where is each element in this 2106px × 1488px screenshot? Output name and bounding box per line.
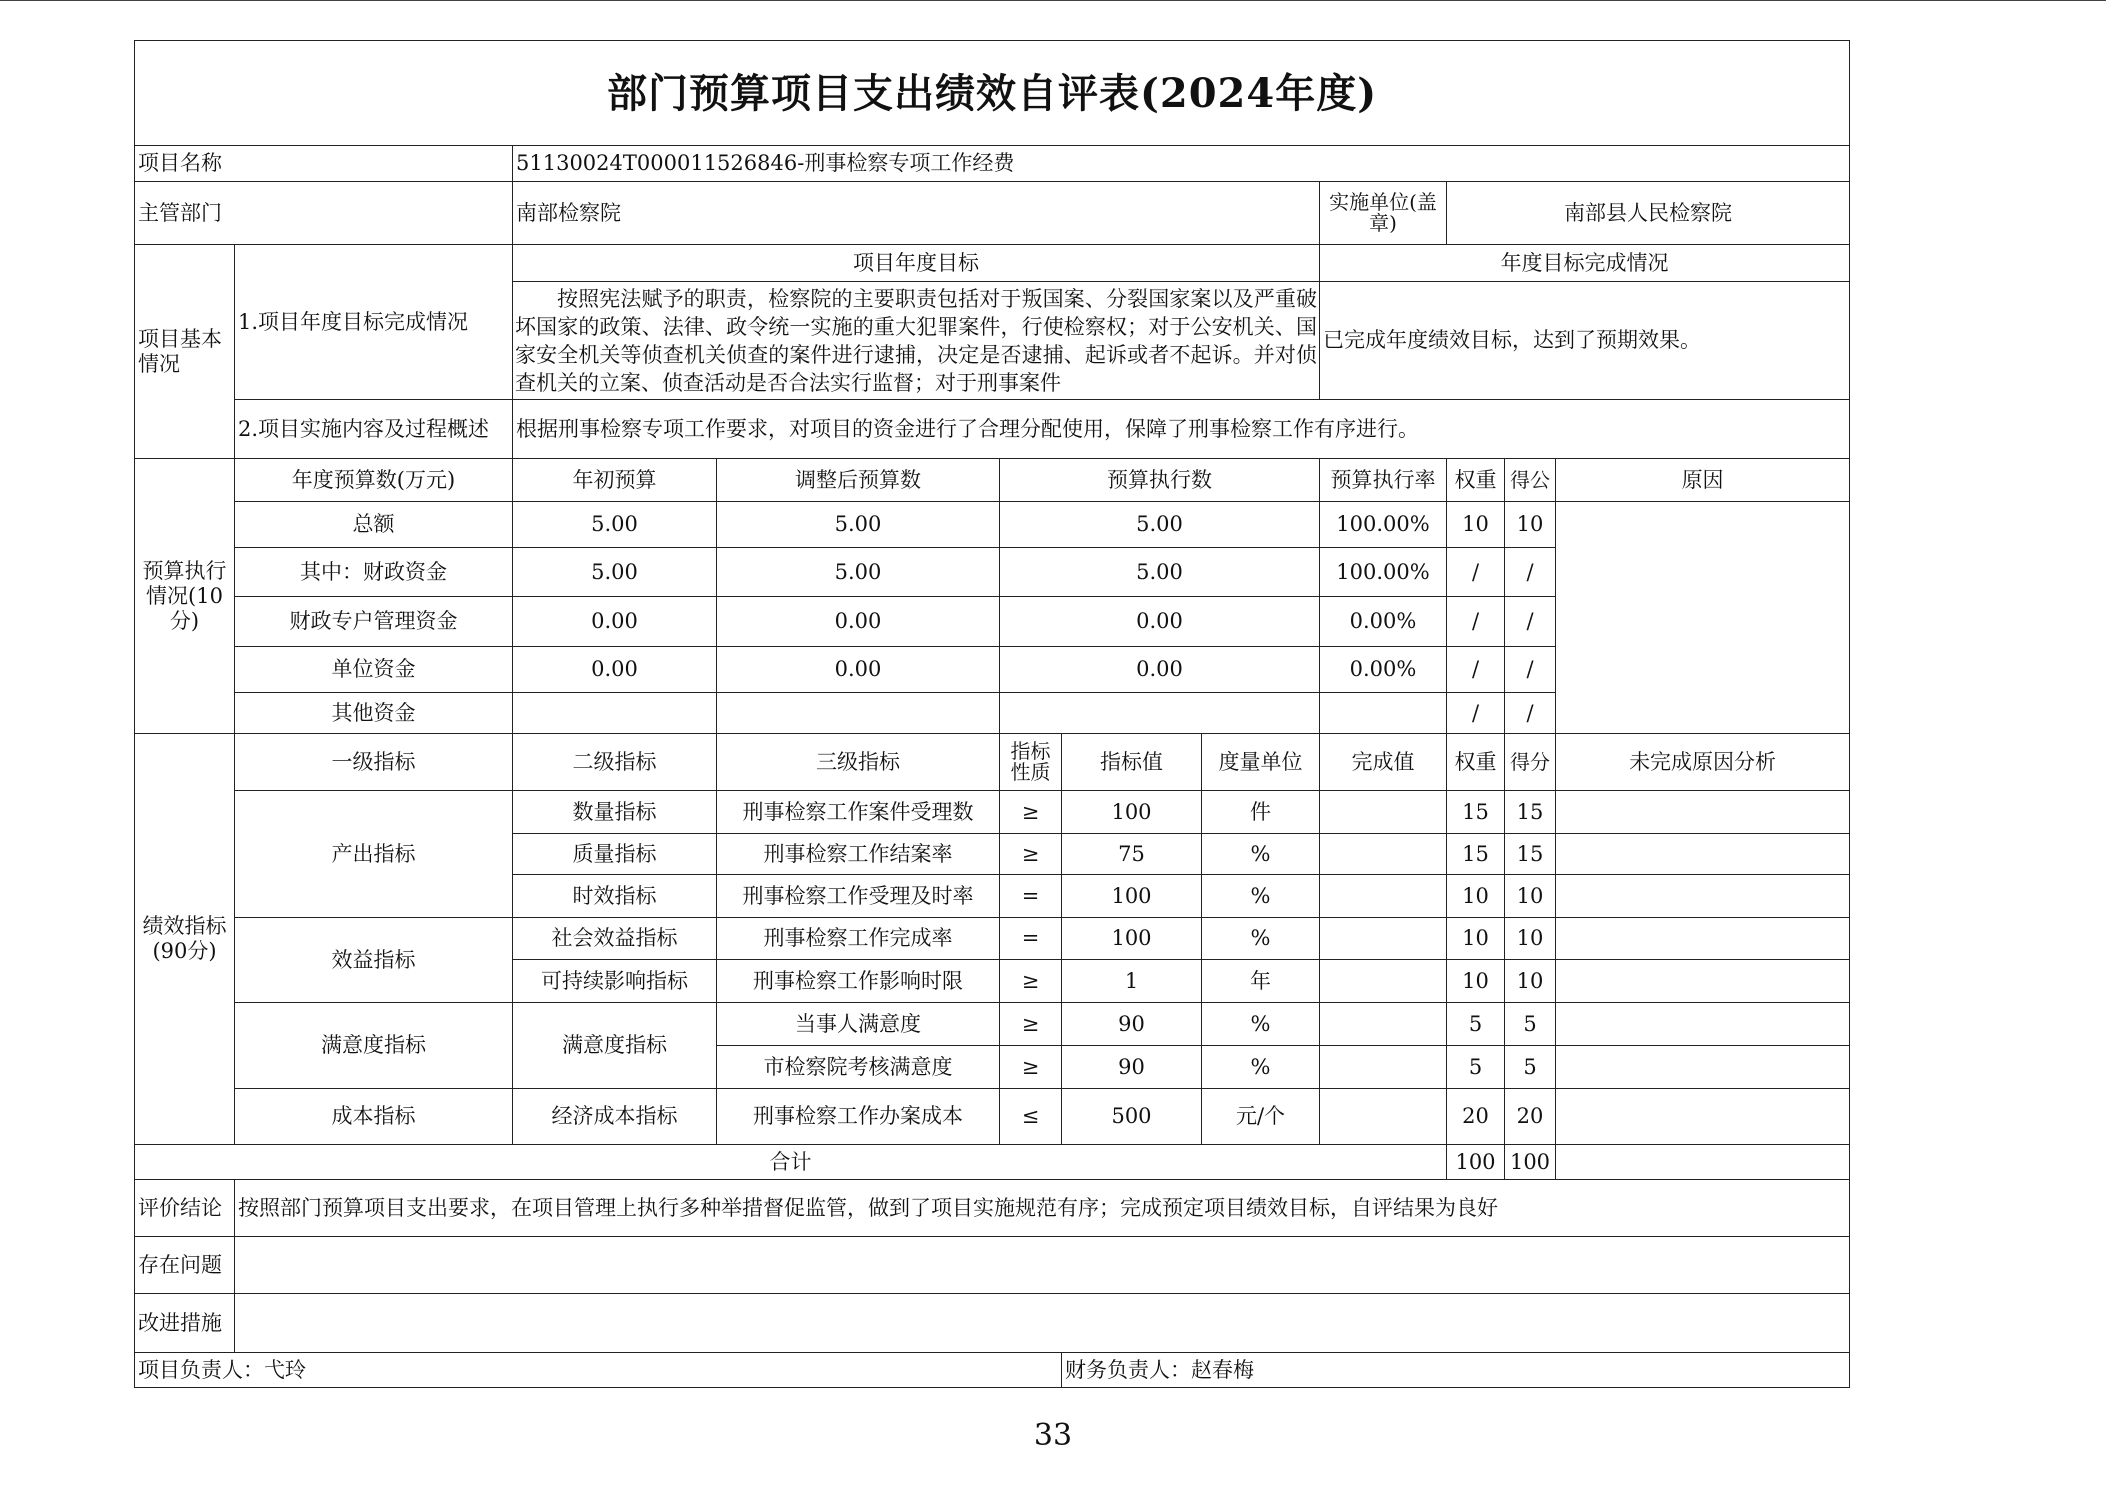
unit: % [1202, 1046, 1320, 1089]
project-name-label: 项目名称 [135, 146, 513, 182]
target-value: 90 [1062, 1046, 1202, 1089]
level1: 产出指标 [235, 791, 513, 918]
budget-reason [1556, 502, 1850, 734]
budget-score: / [1505, 597, 1556, 647]
budget-score: / [1505, 647, 1556, 693]
unit: 年 [1202, 960, 1320, 1003]
level1: 满意度指标 [235, 1003, 513, 1089]
perf-header: 度量单位 [1202, 734, 1320, 791]
project-name: 51130024T000011526846-刑事检察专项工作经费 [513, 146, 1850, 182]
level3: 刑事检察工作完成率 [717, 918, 1000, 960]
reason [1556, 1046, 1850, 1089]
unit: % [1202, 834, 1320, 875]
budget-initial: 5.00 [513, 502, 717, 548]
actual-value [1320, 960, 1447, 1003]
budget-rate: 0.00% [1320, 647, 1447, 693]
budget-rate: 100.00% [1320, 502, 1447, 548]
operator: ≤ [1000, 1089, 1062, 1145]
level2: 社会效益指标 [513, 918, 717, 960]
goal-text: 按照宪法赋予的职责，检察院的主要职责包括对于叛国案、分裂国家案以及严重破坏国家的政策、法律、政令统一实施的重大犯罪案件，行使检察权；对于公安机关、国家安全机关等侦查机关侦查的案件进行逮捕，决定是否逮捕、起诉或者不起诉。并对侦查机关的立案、侦查活动是否合法实行监督；对于刑事案件 [513, 282, 1320, 400]
page-top-border [0, 0, 2106, 1]
target-value: 100 [1062, 791, 1202, 834]
perf-row [135, 791, 1850, 834]
budget-adjusted: 0.00 [717, 647, 1000, 693]
conclusion: 按照部门预算项目支出要求，在项目管理上执行多种举措督促监管，做到了项目实施规范有序；完成预定项目绩效目标，自评结果为良好 [235, 1180, 1850, 1237]
score: 15 [1505, 834, 1556, 875]
budget-initial: 5.00 [513, 548, 717, 597]
level3: 刑事检察工作影响时限 [717, 960, 1000, 1003]
total-score: 100 [1505, 1145, 1556, 1180]
budget-header: 预算执行率 [1320, 459, 1447, 502]
total-row [135, 1145, 1850, 1180]
unit: % [1202, 918, 1320, 960]
score: 15 [1505, 791, 1556, 834]
operator: ≥ [1000, 1046, 1062, 1089]
budget-name: 单位资金 [235, 647, 513, 693]
budget-rate [1320, 693, 1447, 734]
level2: 满意度指标 [513, 1003, 717, 1089]
score: 10 [1505, 875, 1556, 918]
budget-name: 总额 [235, 502, 513, 548]
weight: 20 [1447, 1089, 1505, 1145]
budget-weight: / [1447, 647, 1505, 693]
total-reason [1556, 1145, 1850, 1180]
level3: 刑事检察工作受理及时率 [717, 875, 1000, 918]
operator: = [1000, 875, 1062, 918]
actual-value [1320, 791, 1447, 834]
weight: 15 [1447, 834, 1505, 875]
budget-initial: 0.00 [513, 597, 717, 647]
budget-adjusted: 5.00 [717, 548, 1000, 597]
perf-row [135, 1089, 1850, 1145]
reason [1556, 1089, 1850, 1145]
budget-score: / [1505, 548, 1556, 597]
improve-label: 改进措施 [135, 1294, 235, 1353]
completion-header: 年度目标完成情况 [1320, 245, 1850, 282]
budget-name: 其他资金 [235, 693, 513, 734]
budget-executed: 0.00 [1000, 597, 1320, 647]
budget-adjusted: 0.00 [717, 597, 1000, 647]
perf-row [135, 1003, 1850, 1046]
dept: 南部检察院 [513, 182, 1320, 245]
score: 5 [1505, 1046, 1556, 1089]
item1-label: 1.项目年度目标完成情况 [235, 245, 513, 400]
weight: 10 [1447, 918, 1505, 960]
reason [1556, 960, 1850, 1003]
level3: 刑事检察工作结案率 [717, 834, 1000, 875]
perf-header: 完成值 [1320, 734, 1447, 791]
self-evaluation-table [134, 40, 1850, 1388]
weight: 10 [1447, 875, 1505, 918]
total-weight: 100 [1447, 1145, 1505, 1180]
page-number: 33 [1033, 1418, 1073, 1453]
level2: 数量指标 [513, 791, 717, 834]
budget-score: 10 [1505, 502, 1556, 548]
weight: 5 [1447, 1046, 1505, 1089]
budget-executed [1000, 693, 1320, 734]
actual-value [1320, 834, 1447, 875]
impl-unit-label: 实施单位(盖章) [1320, 182, 1447, 245]
target-value: 75 [1062, 834, 1202, 875]
perf-header: 二级指标 [513, 734, 717, 791]
budget-weight: 10 [1447, 502, 1505, 548]
level3: 刑事检察工作案件受理数 [717, 791, 1000, 834]
unit: % [1202, 1003, 1320, 1046]
score: 20 [1505, 1089, 1556, 1145]
target-value: 100 [1062, 918, 1202, 960]
actual-value [1320, 918, 1447, 960]
unit: 元/个 [1202, 1089, 1320, 1145]
budget-label: 预算执行情况(10分) [135, 459, 235, 734]
finance-leader: 财务负责人：赵春梅 [1062, 1353, 1850, 1388]
score: 10 [1505, 960, 1556, 1003]
reason [1556, 791, 1850, 834]
budget-executed: 5.00 [1000, 502, 1320, 548]
target-value: 90 [1062, 1003, 1202, 1046]
budget-adjusted [717, 693, 1000, 734]
impl-unit: 南部县人民检察院 [1447, 182, 1850, 245]
level2: 经济成本指标 [513, 1089, 717, 1145]
level1: 效益指标 [235, 918, 513, 1003]
level2: 时效指标 [513, 875, 717, 918]
target-value: 1 [1062, 960, 1202, 1003]
weight: 15 [1447, 791, 1505, 834]
total-label: 合计 [135, 1145, 1447, 1180]
target-value: 500 [1062, 1089, 1202, 1145]
unit: 件 [1202, 791, 1320, 834]
budget-header: 调整后预算数 [717, 459, 1000, 502]
reason [1556, 875, 1850, 918]
level2: 可持续影响指标 [513, 960, 717, 1003]
budget-adjusted: 5.00 [717, 502, 1000, 548]
score: 10 [1505, 918, 1556, 960]
level1: 成本指标 [235, 1089, 513, 1145]
unit: % [1202, 875, 1320, 918]
budget-rate: 0.00% [1320, 597, 1447, 647]
goal-header: 项目年度目标 [513, 245, 1320, 282]
operator: ≥ [1000, 960, 1062, 1003]
operator: ≥ [1000, 1003, 1062, 1046]
improve [235, 1294, 1850, 1353]
budget-weight: / [1447, 693, 1505, 734]
perf-label: 绩效指标(90分) [135, 734, 235, 1145]
completion-text: 已完成年度绩效目标，达到了预期效果。 [1320, 282, 1850, 400]
item2-text: 根据刑事检察专项工作要求，对项目的资金进行了合理分配使用，保障了刑事检察工作有序进行。 [513, 400, 1850, 459]
budget-score: / [1505, 693, 1556, 734]
budget-executed: 0.00 [1000, 647, 1320, 693]
perf-header: 三级指标 [717, 734, 1000, 791]
conclusion-label: 评价结论 [135, 1180, 235, 1237]
operator: ≥ [1000, 834, 1062, 875]
actual-value [1320, 1003, 1447, 1046]
perf-header: 未完成原因分析 [1556, 734, 1850, 791]
budget-header: 年度预算数(万元) [235, 459, 513, 502]
page-title: 部门预算项目支出绩效自评表(2024年度) [135, 41, 1850, 146]
reason [1556, 834, 1850, 875]
reason [1556, 1003, 1850, 1046]
project-leader: 项目负责人：弋玲 [135, 1353, 1062, 1388]
budget-rate: 100.00% [1320, 548, 1447, 597]
operator: = [1000, 918, 1062, 960]
actual-value [1320, 875, 1447, 918]
budget-initial [513, 693, 717, 734]
actual-value [1320, 1089, 1447, 1145]
problems-label: 存在问题 [135, 1237, 235, 1294]
budget-weight: / [1447, 597, 1505, 647]
score: 5 [1505, 1003, 1556, 1046]
perf-header: 指标值 [1062, 734, 1202, 791]
budget-name: 财政专户管理资金 [235, 597, 513, 647]
actual-value [1320, 1046, 1447, 1089]
level3: 当事人满意度 [717, 1003, 1000, 1046]
target-value: 100 [1062, 875, 1202, 918]
perf-row [135, 918, 1850, 960]
dept-label: 主管部门 [135, 182, 513, 245]
perf-header: 指标性质 [1000, 734, 1062, 791]
budget-header: 原因 [1556, 459, 1850, 502]
budget-header: 预算执行数 [1000, 459, 1320, 502]
budget-name: 其中：财政资金 [235, 548, 513, 597]
operator: ≥ [1000, 791, 1062, 834]
budget-weight: / [1447, 548, 1505, 597]
reason [1556, 918, 1850, 960]
budget-header: 权重 [1447, 459, 1505, 502]
level2: 质量指标 [513, 834, 717, 875]
budget-executed: 5.00 [1000, 548, 1320, 597]
weight: 10 [1447, 960, 1505, 1003]
item2-label: 2.项目实施内容及过程概述 [235, 400, 513, 459]
budget-header: 年初预算 [513, 459, 717, 502]
budget-header: 得公 [1505, 459, 1556, 502]
perf-header: 得分 [1505, 734, 1556, 791]
level3: 市检察院考核满意度 [717, 1046, 1000, 1089]
perf-header: 权重 [1447, 734, 1505, 791]
basic-label: 项目基本情况 [135, 245, 235, 459]
perf-header: 一级指标 [235, 734, 513, 791]
budget-row [135, 502, 1850, 548]
weight: 5 [1447, 1003, 1505, 1046]
problems [235, 1237, 1850, 1294]
level3: 刑事检察工作办案成本 [717, 1089, 1000, 1145]
budget-initial: 0.00 [513, 647, 717, 693]
